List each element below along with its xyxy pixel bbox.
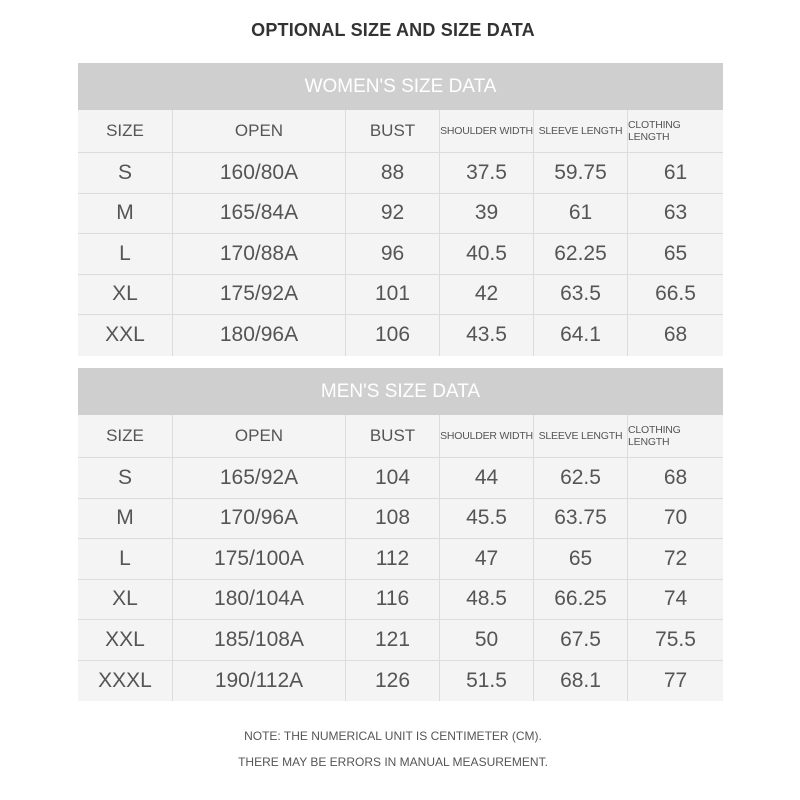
table-row <box>78 661 723 702</box>
table-row <box>78 234 723 275</box>
cell-bust: 96 <box>346 234 440 274</box>
cell-clothing-length: 68 <box>663 465 688 489</box>
cell-shoulder-width: 43.5 <box>440 315 534 356</box>
cell-clothing-length: 63 <box>663 201 688 225</box>
table-body <box>78 458 723 701</box>
cell-clothing-length: 68 <box>663 323 688 347</box>
cell-sleeve-length: 62.5 <box>534 458 628 498</box>
note-measurement-error: THERE MAY BE ERRORS IN MANUAL MEASUREMENT. <box>238 755 548 769</box>
cell-sleeve-length: 68.1 <box>534 661 628 702</box>
cell-size: XXXL <box>78 661 173 702</box>
table-row <box>78 458 723 499</box>
cell-sleeve-length: 63.5 <box>534 275 628 315</box>
table-row <box>78 620 723 661</box>
cell-open: 190/112A <box>173 661 346 702</box>
cell-size: XL <box>78 580 173 620</box>
table-title: WOMEN'S SIZE DATA <box>78 63 723 110</box>
cell-clothing-length: 70 <box>663 506 688 530</box>
column-header-shoulder-width: SHOULDER WIDTH <box>440 110 534 152</box>
cell-bust: 104 <box>346 458 440 498</box>
cell-open: 170/88A <box>173 234 346 274</box>
cell-size: L <box>78 539 173 579</box>
table-row <box>78 153 723 194</box>
women-size-table <box>78 63 723 356</box>
cell-sleeve-length: 65 <box>534 539 628 579</box>
cell-open: 165/84A <box>173 194 346 234</box>
cell-clothing-length: 77 <box>663 668 688 692</box>
table-row <box>78 275 723 316</box>
cell-open: 160/80A <box>173 153 346 193</box>
cell-clothing-length: 75.5 <box>655 627 696 651</box>
cell-clothing-length: 65 <box>663 241 688 265</box>
cell-sleeve-length: 63.75 <box>534 499 628 539</box>
column-header-sleeve-length: SLEEVE LENGTH <box>534 415 628 457</box>
cell-sleeve-length: 61 <box>534 194 628 234</box>
cell-shoulder-width: 45.5 <box>440 499 534 539</box>
cell-size: XXL <box>78 315 173 356</box>
cell-sleeve-length: 64.1 <box>534 315 628 356</box>
cell-shoulder-width: 48.5 <box>440 580 534 620</box>
cell-shoulder-width: 42 <box>440 275 534 315</box>
cell-bust: 101 <box>346 275 440 315</box>
cell-size: S <box>78 458 173 498</box>
header-row <box>78 415 723 458</box>
cell-bust: 126 <box>346 661 440 702</box>
cell-clothing-length: 66.5 <box>655 282 696 306</box>
cell-bust: 116 <box>346 580 440 620</box>
cell-size: XL <box>78 275 173 315</box>
cell-open: 175/100A <box>173 539 346 579</box>
cell-shoulder-width: 50 <box>440 620 534 660</box>
cell-shoulder-width: 37.5 <box>440 153 534 193</box>
column-header-bust: BUST <box>346 110 440 152</box>
column-header-open: OPEN <box>173 415 346 457</box>
column-header-sleeve-length: SLEEVE LENGTH <box>534 110 628 152</box>
cell-open: 185/108A <box>173 620 346 660</box>
column-header-shoulder-width: SHOULDER WIDTH <box>440 415 534 457</box>
cell-shoulder-width: 44 <box>440 458 534 498</box>
column-header-size: SIZE <box>78 110 173 152</box>
table-row <box>78 194 723 235</box>
cell-clothing-length: 72 <box>663 546 688 570</box>
cell-shoulder-width: 47 <box>440 539 534 579</box>
cell-shoulder-width: 39 <box>440 194 534 234</box>
cell-open: 165/92A <box>173 458 346 498</box>
cell-open: 170/96A <box>173 499 346 539</box>
cell-bust: 108 <box>346 499 440 539</box>
cell-open: 180/96A <box>173 315 346 356</box>
cell-size: S <box>78 153 173 193</box>
cell-open: 180/104A <box>173 580 346 620</box>
table-row <box>78 539 723 580</box>
table-title: MEN'S SIZE DATA <box>78 368 723 415</box>
cell-clothing-length: 74 <box>663 587 688 611</box>
cell-sleeve-length: 66.25 <box>534 580 628 620</box>
cell-size: L <box>78 234 173 274</box>
cell-size: XXL <box>78 620 173 660</box>
cell-shoulder-width: 51.5 <box>440 661 534 702</box>
table-body <box>78 153 723 356</box>
column-header-clothing-length: CLOTHING LENGTH <box>628 424 681 448</box>
note-unit: NOTE: THE NUMERICAL UNIT IS CENTIMETER (CM). <box>244 729 542 743</box>
column-header-clothing-length: CLOTHING LENGTH <box>628 119 681 143</box>
column-header-size: SIZE <box>78 415 173 457</box>
table-row <box>78 580 723 621</box>
cell-sleeve-length: 59.75 <box>534 153 628 193</box>
cell-size: M <box>78 499 173 539</box>
page-title: OPTIONAL SIZE AND SIZE DATA <box>251 20 535 40</box>
cell-bust: 112 <box>346 539 440 579</box>
column-header-bust: BUST <box>346 415 440 457</box>
cell-bust: 88 <box>346 153 440 193</box>
cell-sleeve-length: 67.5 <box>534 620 628 660</box>
cell-clothing-length: 61 <box>663 160 688 184</box>
cell-shoulder-width: 40.5 <box>440 234 534 274</box>
table-row <box>78 315 723 356</box>
cell-size: M <box>78 194 173 234</box>
cell-bust: 106 <box>346 315 440 356</box>
table-row <box>78 499 723 540</box>
cell-bust: 92 <box>346 194 440 234</box>
cell-sleeve-length: 62.25 <box>534 234 628 274</box>
men-size-table <box>78 368 723 701</box>
column-header-open: OPEN <box>173 110 346 152</box>
cell-open: 175/92A <box>173 275 346 315</box>
cell-bust: 121 <box>346 620 440 660</box>
header-row <box>78 110 723 153</box>
